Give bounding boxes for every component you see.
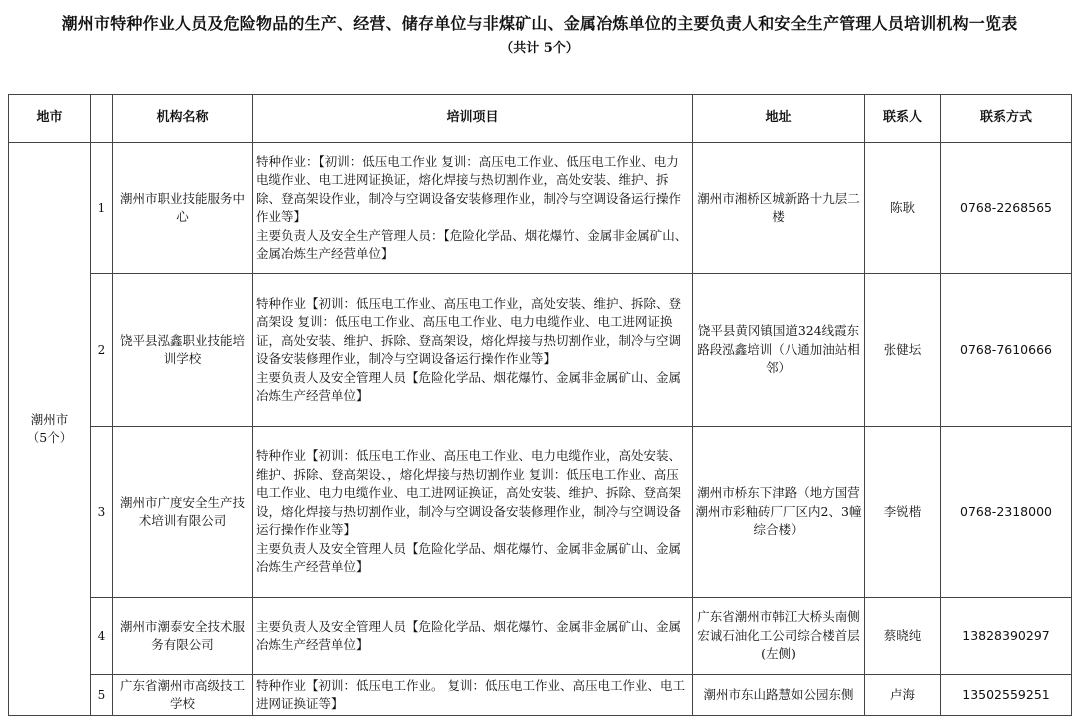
contact-person: 李锐楷 (865, 427, 941, 598)
table-row (9, 143, 1072, 274)
contact-person: 张健坛 (865, 274, 941, 427)
training-items: 主要负责人及安全管理人员【危险化学品、烟花爆竹、金属非金属矿山、金属冶炼生产经营单位】 (253, 598, 693, 675)
phone-number: 0768-7610666 (941, 274, 1072, 427)
city-count: （5个） (26, 430, 73, 445)
document-page (8, 6, 1071, 711)
table-row (9, 675, 1072, 716)
row-index: 5 (91, 675, 113, 716)
training-items: 特种作业【初训：低压电工作业。 复训：低压电工作业、高压电工作业、电工进网证换证等】 (253, 675, 693, 716)
header-contact: 联系人 (865, 95, 941, 143)
training-institution-table (8, 94, 1072, 716)
address: 广东省潮州市韩江大桥头南侧宏诚石油化工公司综合楼首层(左侧) (693, 598, 865, 675)
org-name: 广东省潮州市高级技工学校 (113, 675, 253, 716)
contact-person: 陈耿 (865, 143, 941, 274)
address: 潮州市桥东下津路（地方国营潮州市彩釉砖厂厂区内2、3幢综合楼） (693, 427, 865, 598)
training-items: 特种作业【初训：低压电工作业、高压电工作业，高处安装、维护、拆除、登高架设 复训：低压电工作业、高压电工作业、电力电缆作业、电工进网证换证，高处安装、维护、拆除、登高架设，熔化焊接与热切割作业，制冷与空调设备安装修理作业，制冷与空调设备运行操作作业等】 主要负责人及安全管理人员【危险化学品、烟花爆竹、金属非金属矿山、金属冶炼生产经营单位】 (253, 274, 693, 427)
page-subtitle: （共计 5个） (500, 41, 579, 56)
org-name: 潮州市潮泰安全技术服务有限公司 (113, 598, 253, 675)
city-name: 潮州市 (30, 411, 69, 427)
phone-number: 0768-2268565 (941, 143, 1072, 274)
table-row (9, 274, 1072, 427)
org-name: 潮州市广度安全生产技术培训有限公司 (113, 427, 253, 598)
city-cell (9, 143, 91, 716)
phone-number: 13502559251 (941, 675, 1072, 716)
header-phone: 联系方式 (941, 95, 1072, 143)
row-index: 3 (91, 427, 113, 598)
header-city: 地市 (9, 95, 91, 143)
header-index (91, 95, 113, 143)
address: 饶平县黄冈镇国道324线霞东路段泓鑫培训（八通加油站相邻） (693, 274, 865, 427)
phone-number: 13828390297 (941, 598, 1072, 675)
training-items: 特种作业【初训：低压电工作业、高压电工作业、电力电缆作业，高处安装、维护、拆除、登高架设、，熔化焊接与热切割作业 复训：低压电工作业、高压电工作业、电力电缆作业、电工进网证换证，高处安装、维护、拆除、登高架设，熔化焊接与热切割作业，制冷与空调设备安装修理作业，制冷与空调设备运行操作作业等】 主要负责人及安全管理人员【危险化学品、烟花爆竹、金属非金属矿山、金属冶炼生产经营单位】 (253, 427, 693, 598)
phone-number: 0768-2318000 (941, 427, 1072, 598)
org-name: 饶平县泓鑫职业技能培训学校 (113, 274, 253, 427)
contact-person: 蔡晓纯 (865, 598, 941, 675)
training-items: 特种作业：【初训：低压电工作业 复训：高压电工作业、低压电工作业、电力电缆作业、电工进网证换证，熔化焊接与热切割作业，高处安装、维护、拆除、登高架设作业，制冷与空调设备安装修理作业，制冷与空调设备运行操作作业等】 主要负责人及安全生产管理人员：【危险化学品、烟花爆竹、金属非金属矿山、金属冶炼生产经营单位】 (253, 143, 693, 274)
contact-person: 卢海 (865, 675, 941, 716)
table-row (9, 427, 1072, 598)
address: 潮州市湘桥区城新路十九层二楼 (693, 143, 865, 274)
header-org: 机构名称 (113, 95, 253, 143)
header-items: 培训项目 (253, 95, 693, 143)
address: 潮州市东山路慧如公园东侧 (693, 675, 865, 716)
row-index: 1 (91, 143, 113, 274)
org-name: 潮州市职业技能服务中心 (113, 143, 253, 274)
table-row (9, 598, 1072, 675)
header-address: 地址 (693, 95, 865, 143)
row-index: 4 (91, 598, 113, 675)
page-title: 潮州市特种作业人员及危险物品的生产、经营、储存单位与非煤矿山、金属冶炼单位的主要负责人和安全生产管理人员培训机构一览表 (61, 14, 1018, 33)
row-index: 2 (91, 274, 113, 427)
table-header-row (9, 95, 1072, 143)
title-block (8, 12, 1071, 60)
